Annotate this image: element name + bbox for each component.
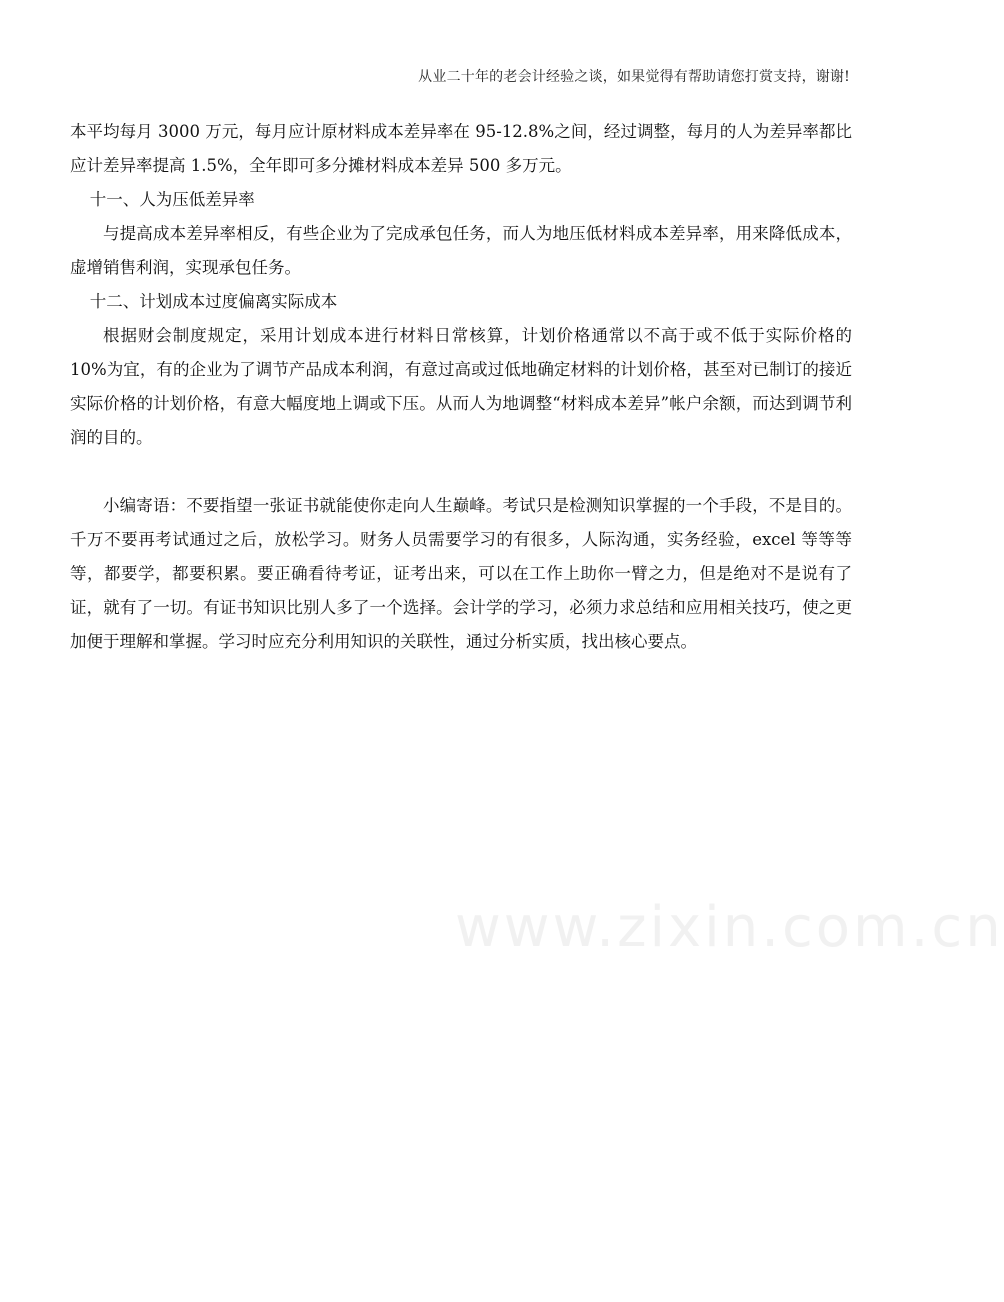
watermark: www.zixin.com.cn: [455, 895, 1004, 960]
editor-note: 小编寄语：不要指望一张证书就能使你走向人生巅峰。考试只是检测知识掌握的一个手段，不是目的。千万不要再考试通过之后，放松学习。财务人员需要学习的有很多，人际沟通，实务经验，excel 等等等等，都要学，都要积累。要正确看待考证，证考出来，可以在工作上助你一臂之力，但是绝对不是说有了证，就有了一切。有证书知识比别人多了一个选择。会计学的学习，必须力求总结和应用相关技巧，使之更加便于理解和掌握。学习时应充分利用知识的关联性，通过分析实质，找出核心要点。: [70, 496, 852, 651]
section-heading-12: 十二、计划成本过度偏离实际成本: [89, 292, 338, 311]
paragraph-12: 根据财会制度规定，采用计划成本进行材料日常核算，计划价格通常以不高于或不低于实际价格的 10%为宜，有的企业为了调节产品成本利润，有意过高或过低地确定材料的计划价格，甚至对已制订的接近实际价格的计划价格，有意大幅度地上调或下压。从而人为地调整“材料成本差异”帐户余额，而达到调节利润的目的。: [70, 326, 852, 447]
header-note: 从业二十年的老会计经验之谈，如果觉得有帮助请您打赏支持，谢谢!: [418, 69, 850, 85]
document-body: [70, 115, 852, 659]
paragraph-spacer: [70, 455, 852, 489]
paragraph-continued: 本平均每月 3000 万元，每月应计原材料成本差异率在 95-12.8%之间，经过调整，每月的人为差异率都比应计差异率提高 1.5%，全年即可多分摊材料成本差异 500 多万元。: [70, 122, 852, 175]
paragraph-11: 与提高成本差异率相反，有些企业为了完成承包任务，而人为地压低材料成本差异率，用来降低成本，虚增销售利润，实现承包任务。: [70, 224, 852, 277]
section-heading-11: 十一、人为压低差异率: [89, 190, 255, 209]
